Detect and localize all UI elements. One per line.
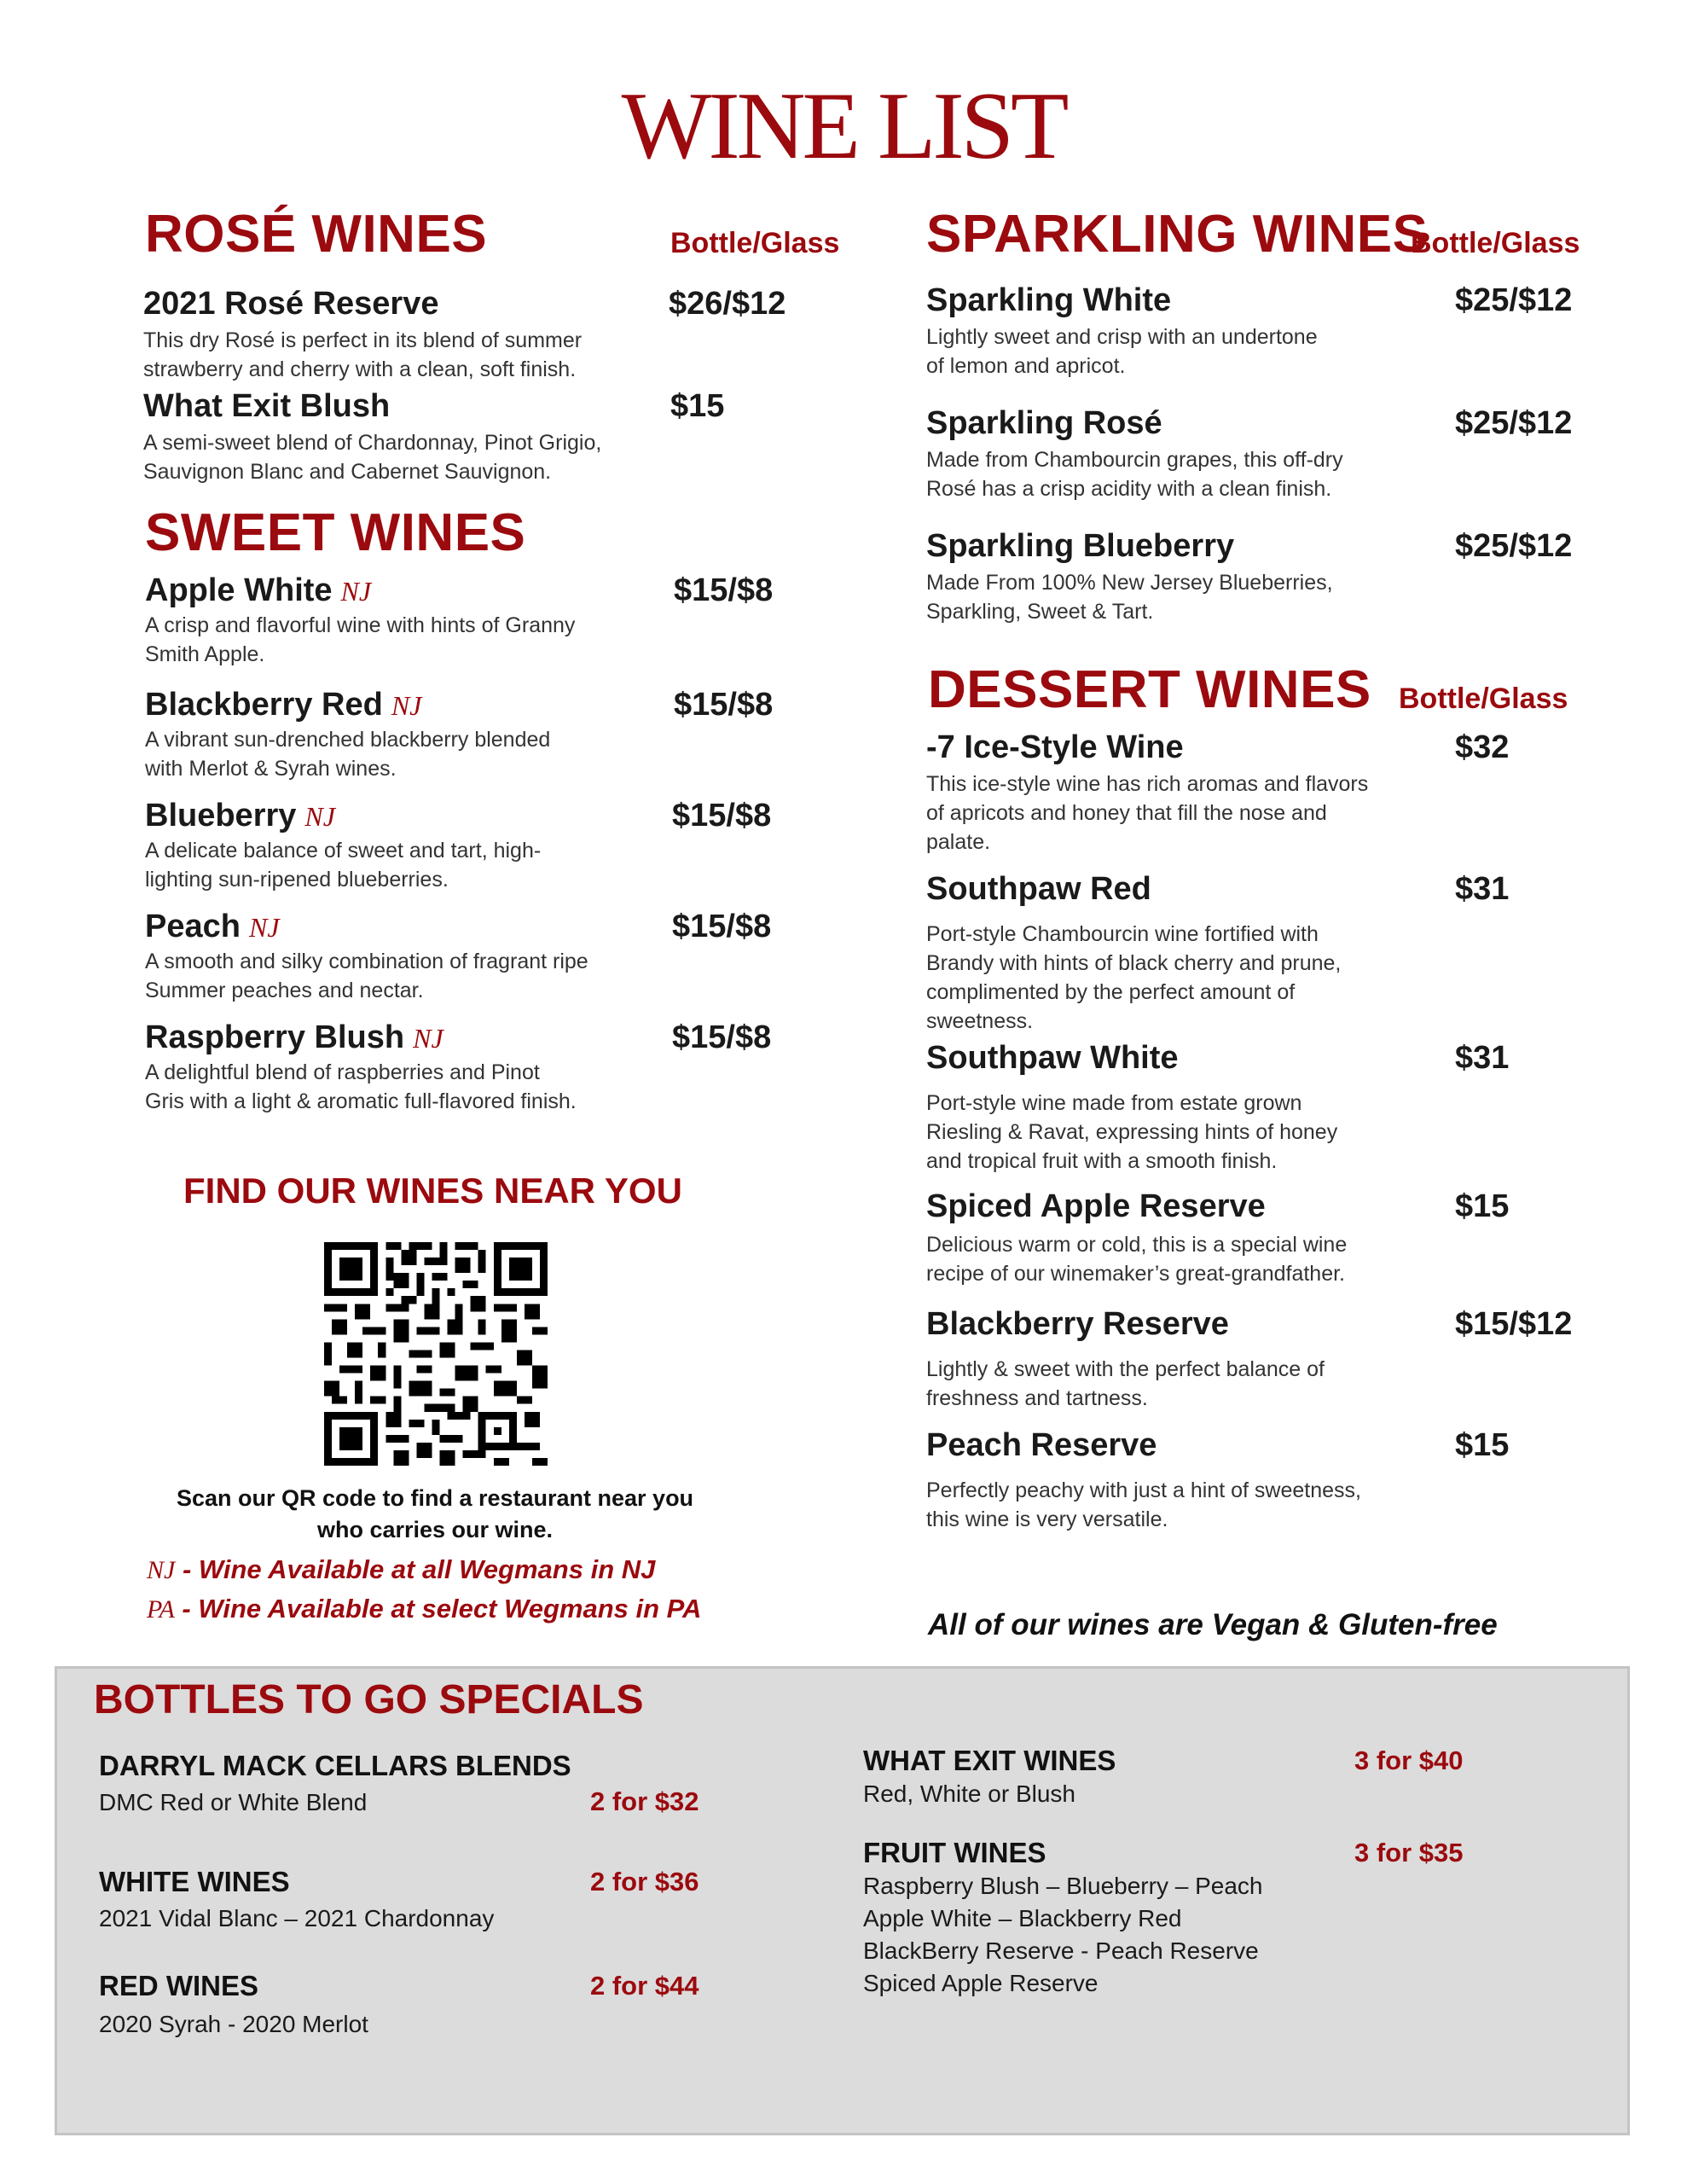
wine-description: Perfectly peachy with just a hint of sweetness, this wine is very versatile. <box>926 1478 1361 1531</box>
wine-name: Southpaw Red <box>926 871 1151 907</box>
wine-name: Apple White NJ <box>145 572 372 608</box>
wine-price: $25/$12 <box>1455 282 1573 318</box>
wine-name: Peach NJ <box>145 909 280 944</box>
wine-name: Sparkling Blueberry <box>926 528 1235 564</box>
wine-price: $31 <box>1455 1040 1510 1076</box>
wine-price: $15/$8 <box>672 1019 772 1055</box>
special-deal: 2 for $32 <box>590 1786 699 1816</box>
special-description: Raspberry Blush – Blueberry – Peach Apple White – Blackberry Red BlackBerry Reserve - Peach Reserve Spiced Apple Reserve <box>863 1873 1263 1996</box>
special-name: WHITE WINES <box>99 1866 290 1897</box>
wine-name: Southpaw White <box>926 1040 1179 1076</box>
sparkling-wines-heading: SPARKLING WINES <box>926 205 1429 264</box>
find-wines-heading: FIND OUR WINES NEAR YOU <box>183 1170 682 1211</box>
special-deal: 3 for $40 <box>1354 1745 1464 1775</box>
wine-name: Sparkling White <box>926 282 1172 318</box>
wine-name: Blueberry NJ <box>145 798 335 834</box>
special-name: FRUIT WINES <box>863 1837 1046 1868</box>
nj-badge-icon: NJ <box>147 1556 176 1584</box>
wine-description: Lightly & sweet with the perfect balance of freshness and tartness. <box>926 1357 1325 1410</box>
wine-name: -7 Ice-Style Wine <box>926 729 1184 765</box>
wine-price: $15 <box>1455 1427 1510 1463</box>
rose-wines-heading: ROSÉ WINES <box>145 205 488 264</box>
wine-description: This ice-style wine has rich aromas and flavors of apricots and honey that fill the nose and palate. <box>926 772 1369 854</box>
vegan-gluten-free-note: All of our wines are Vegan & Gluten-free <box>928 1608 1498 1641</box>
nj-badge-icon: NJ <box>413 1023 443 1054</box>
qr-code-icon[interactable] <box>324 1242 548 1466</box>
wine-price: $25/$12 <box>1455 528 1573 564</box>
special-description: 2020 Syrah - 2020 Merlot <box>99 2011 368 2037</box>
special-description: 2021 Vidal Blanc – 2021 Chardonnay <box>99 1905 495 1931</box>
wine-name: Blackberry Red NJ <box>145 687 422 723</box>
rose-price-label: Bottle/Glass <box>670 227 840 259</box>
wine-description: Made from Chambourcin grapes, this off-dry Rosé has a crisp acidity with a clean finish. <box>926 448 1343 501</box>
wine-description: A delicate balance of sweet and tart, high- lighting sun-ripened blueberries. <box>145 839 542 892</box>
wine-description: A semi-sweet blend of Chardonnay, Pinot Grigio, Sauvignon Blanc and Cabernet Sauvignon. <box>143 431 602 484</box>
nj-badge-icon: NJ <box>248 912 280 943</box>
wine-price: $15/$8 <box>674 687 774 723</box>
nj-badge-icon: NJ <box>304 801 335 832</box>
wine-description: A delightful blend of raspberries and Pinot Gris with a light & aromatic full-flavored finish. <box>145 1060 577 1113</box>
nj-availability-legend: NJ - Wine Available at all Wegmans in NJ <box>147 1554 656 1584</box>
special-name: RED WINES <box>99 1970 259 2001</box>
page-title: WINE LIST <box>621 73 1066 179</box>
pa-availability-legend: PA - Wine Available at select Wegmans in PA <box>147 1594 702 1623</box>
wine-description: A crisp and flavorful wine with hints of Granny Smith Apple. <box>145 613 576 666</box>
wine-price: $15/$8 <box>674 572 774 608</box>
wine-name: 2021 Rosé Reserve <box>143 286 439 322</box>
nj-badge-icon: NJ <box>340 576 372 607</box>
special-name: DARRYL MACK CELLARS BLENDS <box>99 1750 571 1781</box>
wine-name: What Exit Blush <box>143 388 391 424</box>
wine-price: $15/$8 <box>672 798 772 834</box>
sweet-wines-heading: SWEET WINES <box>145 503 526 562</box>
specials-panel <box>55 1666 1630 2135</box>
specials-heading: BOTTLES TO GO SPECIALS <box>94 1677 644 1722</box>
dessert-price-label: Bottle/Glass <box>1399 682 1568 715</box>
wine-name: Peach Reserve <box>926 1427 1157 1463</box>
qr-code-graphic <box>324 1242 548 1466</box>
pa-badge-icon: PA <box>147 1595 175 1623</box>
special-description: Red, White or Blush <box>863 1780 1075 1807</box>
wine-name: Raspberry Blush NJ <box>145 1019 443 1055</box>
wine-description: Port-style wine made from estate grown Riesling & Ravat, expressing hints of honey and tropical fruit with a smooth finish. <box>926 1091 1338 1173</box>
wine-price: $26/$12 <box>669 286 786 322</box>
wine-name: Blackberry Reserve <box>926 1306 1229 1342</box>
wine-name: Sparkling Rosé <box>926 405 1162 441</box>
scan-qr-instructions: Scan our QR code to find a restaurant near you who carries our wine. <box>176 1485 694 1542</box>
wine-price: $15/$12 <box>1455 1306 1573 1342</box>
wine-description: Delicious warm or cold, this is a special wine recipe of our winemaker’s great-grandfather. <box>926 1233 1348 1286</box>
wine-description: A smooth and silky combination of fragrant ripe Summer peaches and nectar. <box>145 950 588 1002</box>
wine-description: Made From 100% New Jersey Blueberries, Sparkling, Sweet & Tart. <box>926 571 1333 624</box>
special-deal: 2 for $36 <box>590 1867 699 1896</box>
wine-description: A vibrant sun-drenched blackberry blended with Merlot & Syrah wines. <box>145 728 551 781</box>
wine-description: Port-style Chambourcin wine fortified with Brandy with hints of black cherry and prune, complimented by the perfect amount of sweetness. <box>926 922 1342 1033</box>
sparkling-price-label: Bottle/Glass <box>1411 227 1580 259</box>
wine-description: This dry Rosé is perfect in its blend of summer strawberry and cherry with a clean, soft finish. <box>143 328 583 381</box>
wine-price: $15/$8 <box>672 909 772 944</box>
special-description: DMC Red or White Blend <box>99 1789 368 1815</box>
wine-price: $15 <box>670 388 725 424</box>
special-deal: 2 for $44 <box>590 1971 699 2001</box>
wine-price: $32 <box>1455 729 1510 765</box>
dessert-wines-heading: DESSERT WINES <box>928 660 1371 719</box>
nj-badge-icon: NJ <box>391 690 422 721</box>
special-name: WHAT EXIT WINES <box>863 1745 1116 1776</box>
wine-price: $31 <box>1455 871 1510 907</box>
wine-description: Lightly sweet and crisp with an undertone of lemon and apricot. <box>926 325 1318 378</box>
wine-price: $15 <box>1455 1188 1510 1224</box>
wine-price: $25/$12 <box>1455 405 1573 441</box>
special-deal: 3 for $35 <box>1354 1838 1464 1867</box>
wine-name: Spiced Apple Reserve <box>926 1188 1266 1224</box>
